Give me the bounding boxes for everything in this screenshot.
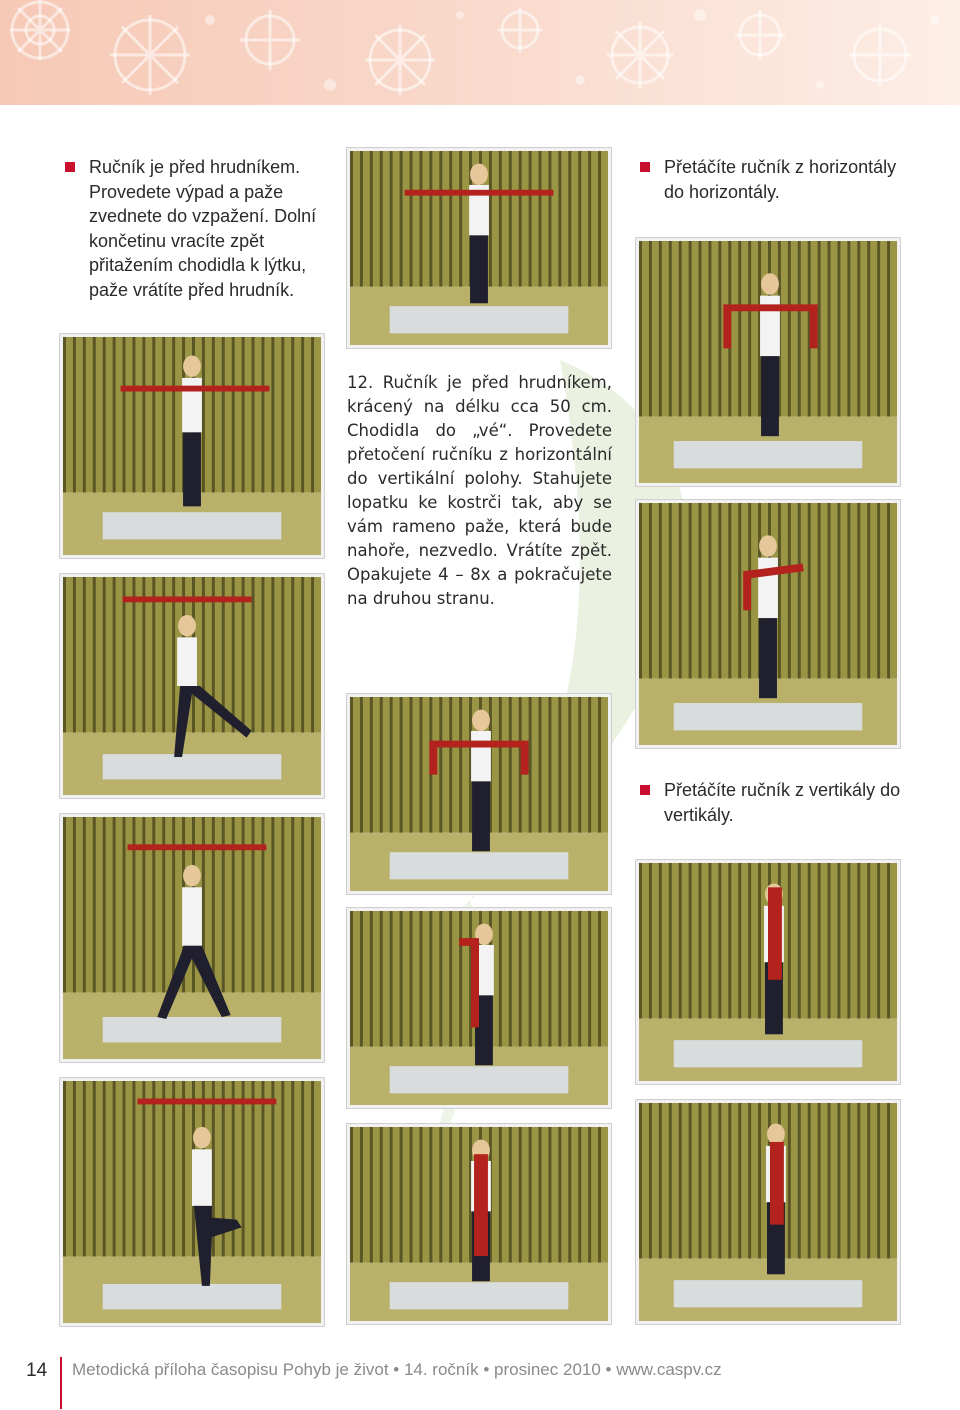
right-caption-bottom-text: Přetáčíte ručník z vertikály do vertikály. (664, 780, 901, 825)
right-caption-bottom (664, 778, 904, 827)
right-caption-top (664, 155, 904, 204)
exercise-photo (636, 860, 900, 1084)
exercise-photo (636, 500, 900, 748)
right-caption-top-text: Přetáčíte ručník z horizontály do horizontály. (664, 157, 897, 202)
exercise-photo (347, 908, 611, 1108)
footer-text: Metodická příloha časopisu Pohyb je život • 14. ročník • prosinec 2010 • www.caspv.cz (72, 1360, 722, 1379)
bullet-square-icon (640, 162, 650, 172)
bullet-square-icon (65, 162, 75, 172)
left-caption-text: Ručník je před hrudníkem. Provedete výpad a paže zvednete do vzpažení. Dolní končetinu vracíte zpět přitažením chodidla k lýtku, paže vrátíte před hrudník. (89, 157, 317, 300)
exercise-photo (60, 814, 324, 1062)
exercise-photo (347, 148, 611, 348)
exercise-photo (60, 574, 324, 798)
exercise-photo (60, 1078, 324, 1326)
exercise-photo (60, 334, 324, 558)
footer-divider (60, 1357, 62, 1409)
exercise-photo (636, 1100, 900, 1324)
exercise-step-12: 12. Ručník je před hrudníkem, krácený na délku cca 50 cm. Chodidla do „vé“. Provedete přetočení ručníku z horizontální do vertikální polohy. Stahujete lopatku ke kostrči tak, aby se vám rameno paže, která bude nahoře, nezvedlo. Vrátíte zpět. Opakujete 4 – 8x a pokračujete na druhou stranu. (347, 373, 612, 608)
bullet-square-icon (640, 785, 650, 795)
exercise-photo (636, 238, 900, 486)
page-number: 14 (26, 1360, 48, 1381)
exercise-photo (347, 1124, 611, 1324)
left-caption (89, 155, 329, 302)
exercise-photo (347, 694, 611, 894)
